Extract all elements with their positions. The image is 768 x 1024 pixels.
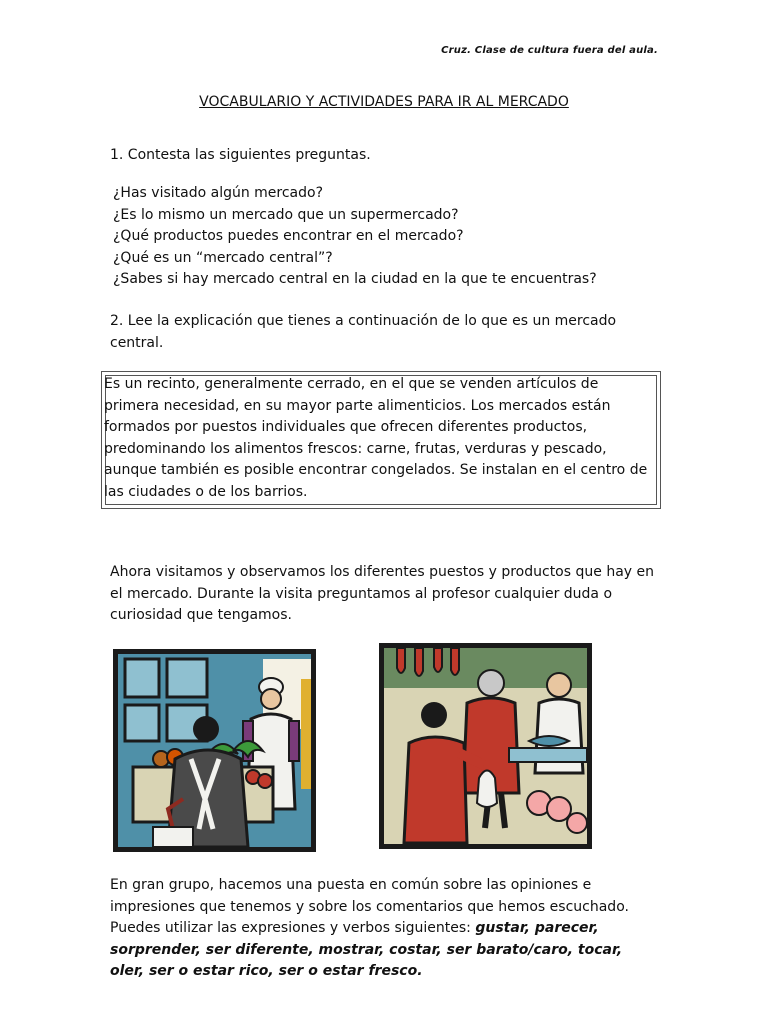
question-item: ¿Es lo mismo un mercado que un supermercado?	[113, 206, 459, 223]
verb-list: gustar, parecer, sorprender, ser diferente, mostrar, costar, ser barato/caro, tocar, oler, ser o estar rico, ser o estar fresco.	[110, 920, 623, 979]
question-list	[113, 183, 597, 291]
question-item: ¿Qué productos puedes encontrar en el mercado?	[113, 228, 464, 244]
section1-instruction: 1. Contesta las siguientes preguntas.	[110, 147, 371, 163]
header-note: Cruz. Clase de cultura fuera del aula.	[441, 45, 658, 56]
definition-text: Es un recinto, generalmente cerrado, en el que se venden artículos de primera necesidad, en su mayor parte alimenticios. Los mercados están formados por puestos individuales que ofrecen diferentes productos, predominando los alimentos frescos: carne, frutas, verduras y pescado, aunque también es posible encontrar congelados. Se instalan en el centro de las ciudades o de los barrios.	[104, 376, 648, 500]
question-item: ¿Qué es un “mercado central”?	[113, 249, 333, 266]
visit-paragraph: Ahora visitamos y observamos los diferentes puestos y productos que hay en el mercado. Durante la visita preguntamos al profesor cualquier duda o curiosidad que tengamos.	[110, 564, 654, 623]
market-fish-stall-illustration	[379, 643, 592, 849]
market-vegetable-stall-illustration	[113, 649, 316, 852]
page-title: VOCABULARIO Y ACTIVIDADES PARA IR AL MERCADO	[199, 94, 569, 110]
definition-box	[101, 371, 661, 509]
group-intro: En gran grupo, hacemos una puesta en común sobre las opiniones e impresiones que tenemos y sobre los comentarios que hemos escuchado. Puedes utilizar las expresiones y verbos siguientes:	[110, 877, 629, 936]
question-item: ¿Has visitado algún mercado?	[113, 185, 324, 201]
question-item: ¿Sabes si hay mercado central en la ciudad en la que te encuentras?	[113, 271, 597, 287]
section2-instruction: 2. Lee la explicación que tienes a continuación de lo que es un mercado central.	[110, 313, 617, 351]
group-paragraph	[110, 875, 655, 983]
